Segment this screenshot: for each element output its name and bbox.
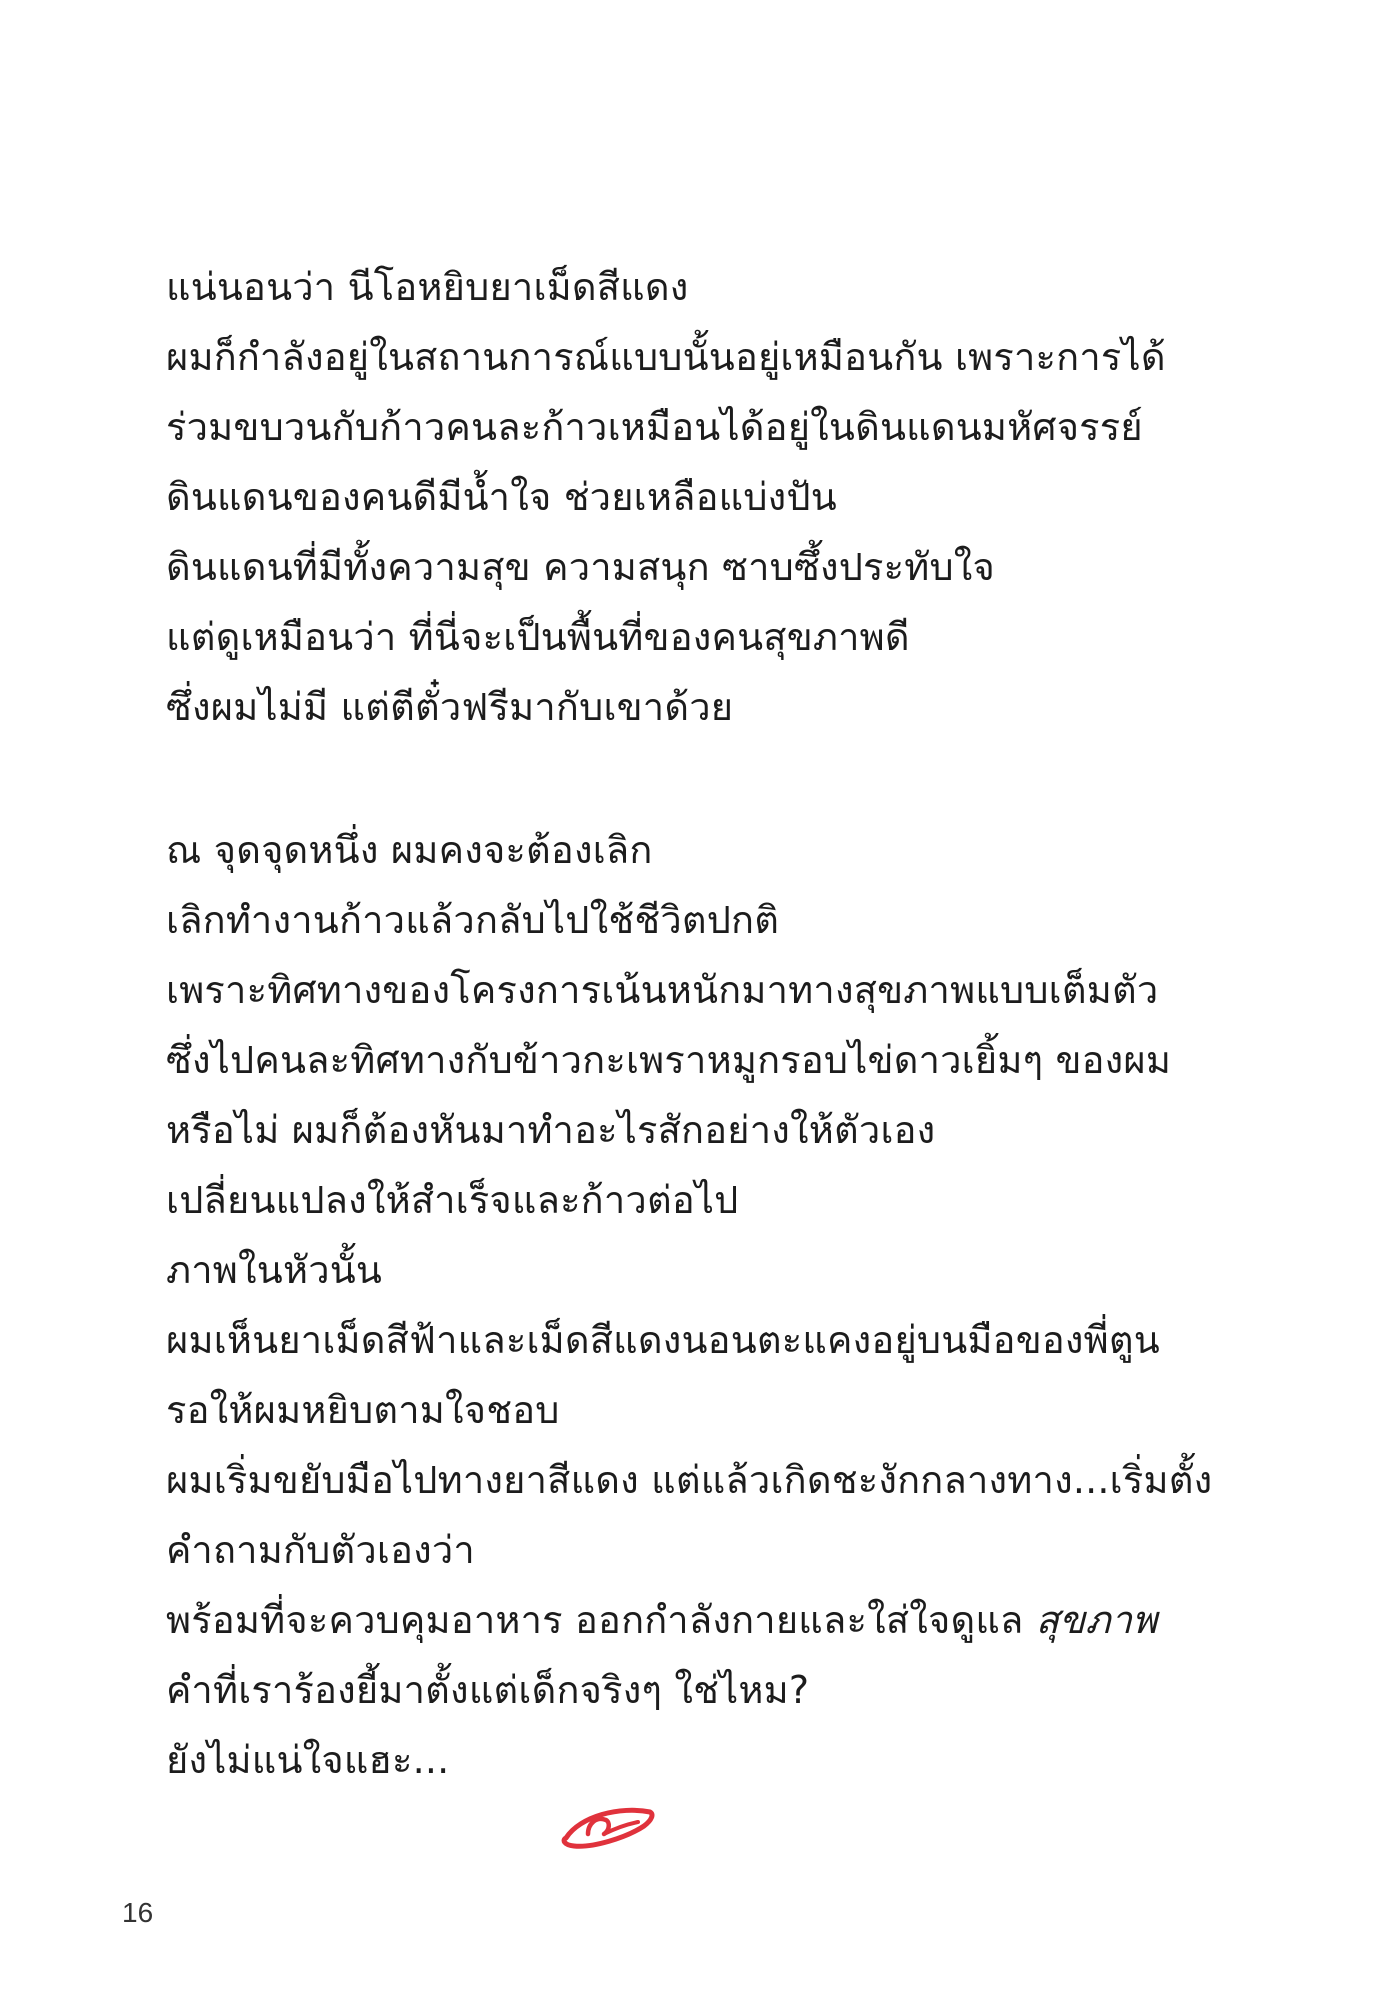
brush-logo-icon xyxy=(558,1798,658,1854)
text-line: เลิกทำงานก้าวแล้วกลับไปใช้ชีวิตปกติ xyxy=(166,898,780,942)
text-line: ภาพในหัวนั้น xyxy=(166,1248,383,1292)
paragraph-2 xyxy=(166,815,1286,1795)
text-line: ยังไม่แน่ใจแฮะ... xyxy=(166,1738,450,1782)
text-line: ผมเริ่มขยับมือไปทางยาสีแดง แต่แล้วเกิดชะงักกลางทาง...เริ่มตั้ง xyxy=(166,1458,1213,1502)
health-word-italic: สุขภาพ xyxy=(1035,1598,1158,1642)
text-line: เพราะทิศทางของโครงการเน้นหนักมาทางสุขภาพแบบเต็มตัว xyxy=(166,968,1159,1012)
text-line: ผมเห็นยาเม็ดสีฟ้าและเม็ดสีแดงนอนตะแคงอยู่บนมือของพี่ตูน xyxy=(166,1318,1160,1362)
text-line: ซึ่งไปคนละทิศทางกับข้าวกะเพราหมูกรอบไข่ดาวเยิ้มๆ ของผม xyxy=(166,1038,1172,1082)
text-line: ดินแดนที่มีทั้งความสุข ความสนุก ซาบซึ้งประทับใจ xyxy=(166,545,996,589)
text-line: ซึ่งผมไม่มี แต่ตีตั๋วฟรีมากับเขาด้วย xyxy=(166,685,734,729)
paragraph-1 xyxy=(166,252,1286,742)
page-number: 16 xyxy=(122,1897,154,1928)
text-line: เปลี่ยนแปลงให้สำเร็จและก้าวต่อไป xyxy=(166,1178,739,1222)
text-line: แต่ดูเหมือนว่า ที่นี่จะเป็นพื้นที่ของคนสุขภาพดี xyxy=(166,615,910,659)
text-line: ผมก็กำลังอยู่ในสถานการณ์แบบนั้นอยู่เหมือนกัน เพราะการได้ xyxy=(166,335,1166,379)
text-line: ดินแดนของคนดีมีน้ำใจ ช่วยเหลือแบ่งปัน xyxy=(166,475,837,519)
text-line: ร่วมขบวนกับก้าวคนละก้าวเหมือนได้อยู่ในดินแดนมหัศจรรย์ xyxy=(166,405,1143,449)
text-line: รอให้ผมหยิบตามใจชอบ xyxy=(166,1388,560,1432)
text-line: หรือไม่ ผมก็ต้องหันมาทำอะไรสักอย่างให้ตัวเอง xyxy=(166,1108,936,1152)
text-line: แน่นอนว่า นีโอหยิบยาเม็ดสีแดง xyxy=(166,265,689,309)
text-line: คำที่เราร้องยี้มาตั้งแต่เด็กจริงๆ ใช่ไหม? xyxy=(166,1668,810,1712)
text-line: คำถามกับตัวเองว่า xyxy=(166,1528,475,1572)
health-line-text: พร้อมที่จะควบคุมอาหาร ออกกำลังกายและใส่ใจดูแล xyxy=(166,1598,1036,1642)
text-line: ณ จุดจุดหนึ่ง ผมคงจะต้องเลิก xyxy=(166,828,653,872)
health-line xyxy=(166,1585,1286,1655)
